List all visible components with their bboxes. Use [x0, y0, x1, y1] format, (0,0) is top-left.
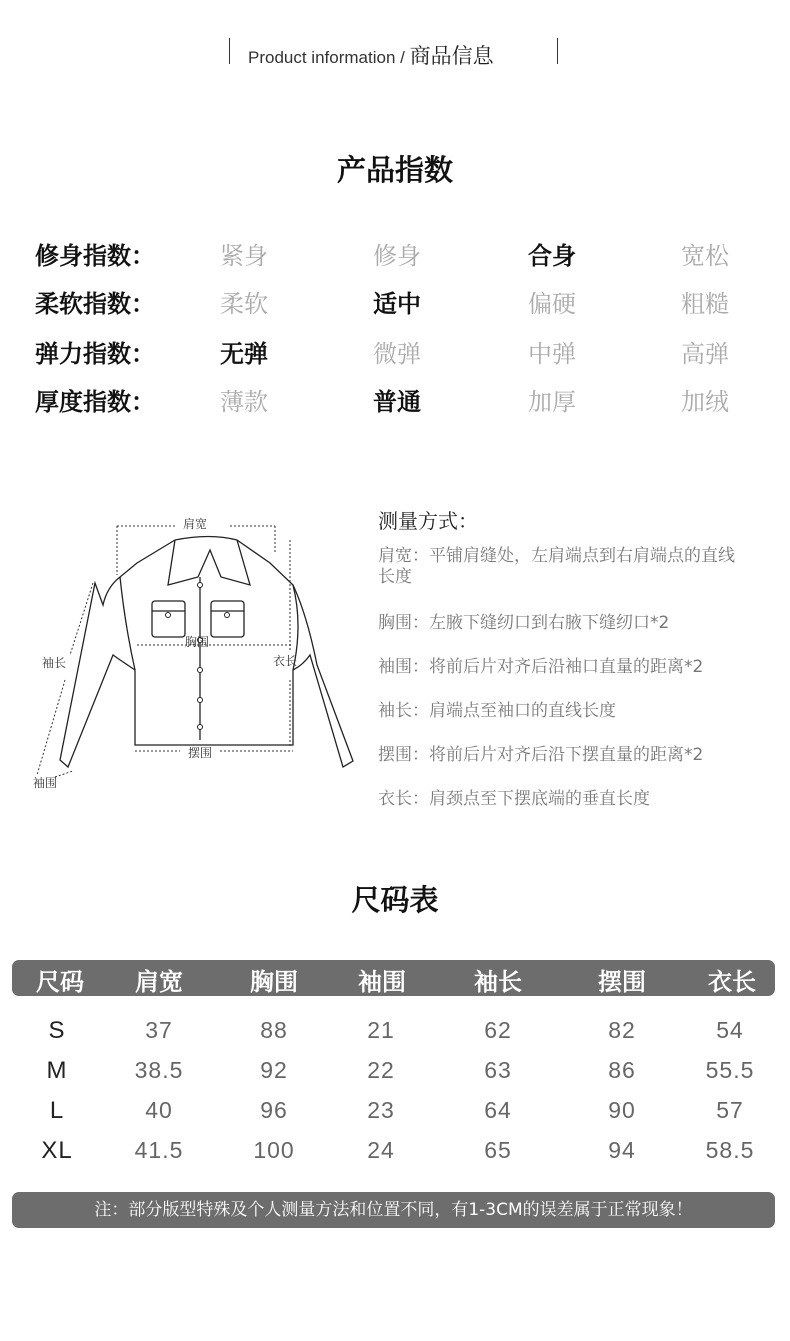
size-cell-value: 65: [484, 1137, 512, 1163]
jacket-buttons: [166, 583, 230, 730]
size-cell-value: 54: [716, 1017, 744, 1043]
fit-index-option-selected: 合身: [528, 242, 576, 270]
size-cell-value: 82: [608, 1017, 636, 1043]
fit-index-label: 柔软指数：: [35, 290, 155, 318]
fit-index-option-selected: 普通: [373, 388, 421, 416]
measure-line-length: 衣长：肩颈点至下摆底端的垂直长度: [378, 789, 650, 809]
product-info-header: [0, 36, 790, 66]
measure-line-hem: 摆围：将前后片对齐后沿下摆直量的距离*2: [378, 745, 704, 765]
size-note: 注：部分版型特殊及个人测量方法和位置不同，有1-3CM的误差属于正常现象！: [12, 1192, 775, 1228]
measure-title: 测量方式：: [378, 509, 478, 533]
size-cell-label: L: [49, 1097, 65, 1124]
header-size: 尺码: [36, 968, 84, 996]
size-cell-value: 96: [260, 1097, 288, 1123]
size-cell-value: 94: [608, 1137, 636, 1163]
size-cell-value: 88: [260, 1017, 288, 1043]
measure-line-chest: 胸围：左腋下缝纫口到右腋下缝纫口*2: [378, 613, 670, 633]
header-sleeve: 袖长: [474, 968, 522, 996]
size-chart-header: [12, 960, 775, 996]
measure-lines: [37, 526, 293, 777]
header-chest: 胸围: [250, 968, 298, 996]
size-cell-value: 23: [367, 1097, 395, 1123]
size-cell-value: 64: [484, 1097, 512, 1123]
label-sleeve-length: 袖长: [42, 656, 67, 670]
size-cell-value: 58.5: [705, 1137, 755, 1163]
size-cell-value: 24: [367, 1137, 395, 1163]
fit-index-label: 修身指数：: [35, 242, 155, 270]
measure-line-cuff: 袖围：将前后片对齐后沿袖口直量的距离*2: [378, 657, 704, 677]
size-cell-label: M: [46, 1057, 68, 1084]
header-cn: 商品信息: [409, 44, 494, 68]
fit-index-option: 修身: [373, 242, 421, 270]
header-divider-left: [229, 38, 230, 64]
header-length: 衣长: [708, 968, 756, 996]
size-row: [12, 1097, 775, 1127]
size-cell-value: 92: [260, 1057, 288, 1083]
header-divider-right: [557, 38, 558, 64]
header-text: [248, 40, 494, 70]
size-cell-label: XL: [41, 1137, 73, 1164]
fit-index-option-selected: 适中: [373, 290, 421, 318]
size-row: [12, 1017, 775, 1047]
label-chest: 胸围: [185, 635, 210, 649]
header-hem: 摆围: [598, 968, 646, 996]
measure-line-shoulder: 肩宽：平铺肩缝处，左肩端点到右肩端点的直线长度: [378, 546, 735, 587]
size-cell-value: 62: [484, 1017, 512, 1043]
size-cell-value: 57: [716, 1097, 744, 1123]
size-cell-label: S: [48, 1017, 66, 1044]
fit-index-option: 紧身: [220, 242, 268, 270]
fit-index-row: [0, 284, 790, 318]
fit-index-option: 中弹: [528, 340, 576, 368]
fit-index-row: [0, 334, 790, 368]
header-en: Product information /: [248, 48, 410, 67]
fit-index-label: 弹力指数：: [35, 340, 155, 368]
size-cell-value: 41.5: [134, 1137, 184, 1163]
fit-index-option: 加厚: [528, 388, 576, 416]
measure-line-sleeve: 袖长：肩端点至袖口的直线长度: [378, 701, 616, 721]
size-cell-value: 38.5: [134, 1057, 184, 1083]
fit-index-option: 偏硬: [528, 290, 576, 318]
header-shoulder: 肩宽: [135, 968, 183, 996]
label-shoulder: 肩宽: [183, 517, 208, 531]
fit-index-title: 产品指数: [336, 153, 453, 187]
size-cell-value: 100: [253, 1137, 295, 1163]
fit-index-option: 宽松: [681, 242, 729, 270]
size-cell-value: 22: [367, 1057, 395, 1083]
size-row: [12, 1137, 775, 1167]
fit-index-option-selected: 无弹: [220, 340, 268, 368]
jacket-outline: [60, 537, 353, 768]
fit-index-row: [0, 382, 790, 416]
jacket-measure-diagram: [25, 505, 365, 805]
size-cell-value: 55.5: [705, 1057, 755, 1083]
size-cell-value: 90: [608, 1097, 636, 1123]
fit-index-option: 加绒: [681, 388, 729, 416]
header-cuff: 袖围: [358, 968, 406, 996]
label-hem: 摆围: [188, 746, 213, 760]
size-cell-value: 86: [608, 1057, 636, 1083]
fit-index-row: [0, 236, 790, 270]
label-cuff: 袖围: [33, 776, 58, 790]
fit-index-option: 薄款: [220, 388, 268, 416]
size-cell-value: 37: [145, 1017, 173, 1043]
label-length: 衣长: [273, 654, 298, 668]
size-row: [12, 1057, 775, 1087]
size-cell-value: 40: [145, 1097, 173, 1123]
fit-index-option: 微弹: [373, 340, 421, 368]
size-cell-value: 21: [367, 1017, 395, 1043]
fit-index-option: 粗糙: [681, 290, 729, 318]
fit-index-option: 高弹: [681, 340, 729, 368]
size-cell-value: 63: [484, 1057, 512, 1083]
fit-index-label: 厚度指数：: [35, 388, 155, 416]
fit-index-option: 柔软: [220, 290, 268, 318]
size-chart-title: 尺码表: [351, 883, 439, 917]
